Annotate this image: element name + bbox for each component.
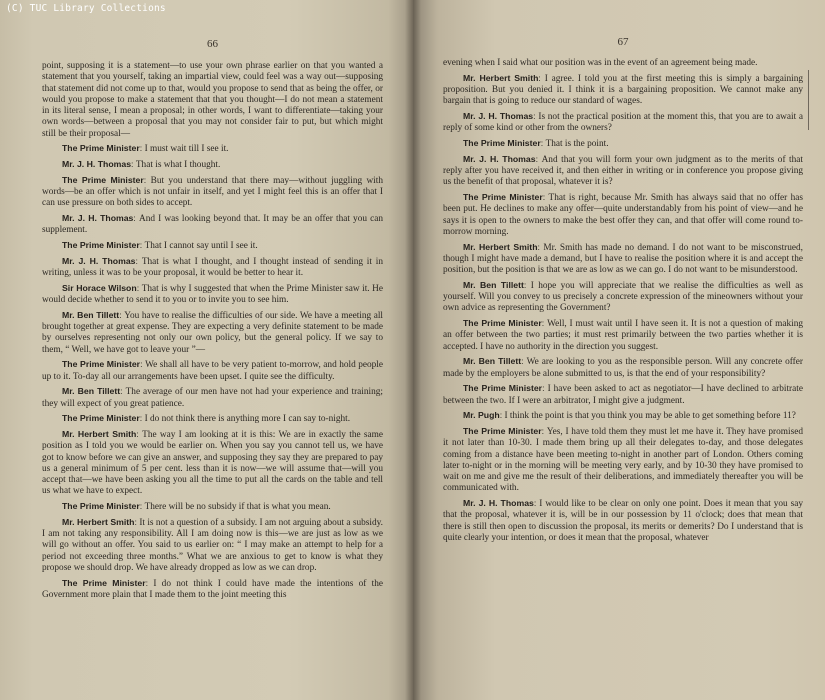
speech-text: And that you will form your own judgment as to the merits of that reply after you have received it, and then either in writing or in conference you propose giving us the benefit of that proposal, whatever it is? <box>443 154 803 188</box>
transcript-paragraph <box>443 111 803 135</box>
right-page <box>413 0 825 700</box>
speech-text: Is not the practical position at the moment this, that you are to await a reply of some kind or other from the owners? <box>443 111 804 134</box>
speaker-name: The Prime Minister : <box>463 192 549 202</box>
speech-text: But you understand that there may—without juggling with words—be an offer which is not unfair in itself, and yet I might feel this is an offer that I can use pressure on both sides to accept. <box>42 175 383 209</box>
transcript-paragraph <box>443 138 803 150</box>
speech-text: I think the point is that you think you may be able to get something before 11? <box>504 411 796 422</box>
transcript-paragraph <box>42 429 383 498</box>
speaker-name: Mr. J. H. Thomas : <box>62 159 136 169</box>
speaker-name: Mr. J. H. Thomas : <box>463 498 539 508</box>
speech-text: point, supposing it is a statement—to use your own phrase earlier on that you wanted a statement that you yourself, taking an impartial view, could feel was a way out—supposing that statement did not come up to that, would you propose to send that as being the offer, or would you propose to make a statement that that you thought—I do not mean a statement in its literal sense, I mean a proposal; in other words, I want to differentiate—taking your own words—between a proposal that you may not consider fair to put, but which might still be their proposal— <box>42 61 383 139</box>
speaker-name: The Prime Minister : <box>463 138 546 148</box>
speaker-name: The Prime Minister : <box>62 413 145 423</box>
speaker-name: The Prime Minister : <box>62 143 145 153</box>
speaker-name: Mr. Herbert Smith : <box>62 429 142 439</box>
speech-text: I do not think I could have made the intentions of the Government more plain that I made them to the joint meeting this <box>42 578 384 601</box>
transcript-paragraph <box>42 386 383 410</box>
transcript-paragraph <box>42 359 383 383</box>
speaker-name: Mr. J. H. Thomas : <box>62 213 139 223</box>
transcript-paragraph <box>42 159 383 171</box>
speech-text: The average of our men have not had your experience and training; they will expect of you great patience. <box>42 387 384 409</box>
speech-text: You have to realise the difficulties of our side. We have a meeting all brought together at great expense. They are expecting a very definite statement to be made by ourselves representing not only our own policy, but the general policy. If we say to them, “ Well, we have got to leave your ”— <box>42 310 383 355</box>
speech-text: There will be no subsidy if that is what you mean. <box>144 502 331 513</box>
speech-text: We shall all have to be very patient to-morrow, and hold people up to it. To-day all our arrangements have been upset. I quite see the difficulty. <box>42 360 384 382</box>
speaker-name: The Prime Minister : <box>463 318 547 328</box>
speaker-name: Mr. Herbert Smith : <box>463 242 543 252</box>
speaker-name: Mr. Herbert Smith : <box>62 517 139 527</box>
transcript-paragraph <box>443 356 803 380</box>
speech-text: I hope you will appreciate that we realise the difficulties as well as yourself. Will you convey to us precisely a concrete expression of the mineowners without your own advice as representing the Government? <box>443 280 803 314</box>
transcript-paragraph <box>443 383 803 407</box>
collection-watermark: (C) TUC Library Collections <box>6 3 166 14</box>
left-page-body <box>42 61 383 601</box>
speech-text: That is right, because Mr. Smith has always said that no offer has been put. He declines to make any offer—quite understandably from his point of view—and he says it is open to the owners to make the best offer they can, and that offer will come round to-morrow morning. <box>443 192 803 237</box>
transcript-paragraph <box>443 318 803 353</box>
speaker-name: Mr. J. H. Thomas : <box>463 154 542 164</box>
speech-text: We are looking to you as the responsible person. Will any concrete offer made by the employers be alone submitted to us, is that the end of your responsibility? <box>443 357 803 379</box>
transcript-paragraph <box>443 73 803 108</box>
speech-text: I agree. I told you at the first meeting this is simply a bargaining proposition. But you denied it. I think it is a bargaining proposition. We cannot make any bargain that is going to reduce our standard of wages. <box>443 73 803 107</box>
speaker-name: Mr. Ben Tillett : <box>62 310 124 320</box>
transcript-paragraph <box>42 413 383 425</box>
speaker-name: Mr. Ben Tillett : <box>463 356 527 366</box>
page-number-left: 66 <box>207 38 218 50</box>
speaker-name: The Prime Minister : <box>62 501 145 511</box>
transcript-paragraph <box>443 154 803 189</box>
speaker-name: The Prime Minister : <box>62 359 145 369</box>
transcript-paragraph <box>42 501 383 513</box>
transcript-paragraph <box>42 240 383 252</box>
transcript-paragraph <box>443 498 803 544</box>
transcript-paragraph <box>443 192 803 238</box>
speech-text: That I cannot say until I see it. <box>144 241 258 252</box>
speaker-name: Mr. Herbert Smith : <box>463 73 545 83</box>
transcript-paragraph <box>42 175 383 210</box>
transcript-paragraph <box>443 426 803 495</box>
speaker-name: The Prime Minister : <box>62 175 151 185</box>
speech-text: Mr. Smith has made no demand. I do not want to be misconstrued, though I might have made a demand, but I have to realise the position where it is and accept the position, but the position is that we are as low as we can go. I do not want to be misunderstood. <box>443 242 803 276</box>
speaker-name: The Prime Minister : <box>62 240 145 250</box>
speech-text: I would like to be clear on only one point. Does it mean that you say that the proposal, whatever it is, will be in our possession by 11 o'clock; does that mean that there is still then open to discussion the proposal, its merits or demerits? Do I understand that is quite clearly your intention, or does it mean that the proposal, whatever <box>443 499 803 544</box>
speech-text: That is what I thought. <box>135 160 221 171</box>
speech-text: evening when I said what our position was in the event of an agreement being made. <box>443 58 758 68</box>
speaker-name: Mr. J. H. Thomas : <box>62 256 142 266</box>
transcript-paragraph <box>42 310 383 356</box>
transcript-paragraph <box>42 143 383 155</box>
transcript-paragraph <box>42 256 383 280</box>
right-page-body <box>443 58 803 544</box>
speaker-name: The Prime Minister : <box>463 383 548 393</box>
transcript-paragraph <box>443 58 803 69</box>
speech-text: Well, I must wait until I have seen it. It is not a question of making an offer between the two parties; it must rest primarily between the two parties whether it is accepted. I have no authority in the direction you suggest. <box>443 319 804 352</box>
speech-text: I must wait till I see it. <box>144 144 229 155</box>
speech-text: That is the point. <box>545 138 609 149</box>
speaker-name: Mr. Pugh : <box>463 410 505 420</box>
transcript-paragraph <box>42 283 383 307</box>
transcript-paragraph <box>42 578 383 602</box>
speech-text: That is what I thought, and I thought instead of sending it in writing, unless it was to be your proposal, it would be better to hear it. <box>42 256 384 279</box>
speech-text: I do not think there is anything more I can say to-night. <box>144 414 351 425</box>
transcript-paragraph <box>443 242 803 277</box>
page-edge-mark <box>808 70 809 130</box>
speech-text: And I was looking beyond that. It may be an offer that you can supplement. <box>42 214 383 236</box>
speech-text: I have been asked to act as negotiator—I have declined to arbitrate between the two. If I were an arbitrator, I might give a judgment. <box>443 384 803 406</box>
speaker-name: Sir Horace Wilson : <box>62 283 142 293</box>
speaker-name: Mr. J. H. Thomas : <box>463 111 538 121</box>
speech-text: The way I am looking at it is this: We are in exactly the same position as I told you we would be earlier on. When you say you cannot tell us, we have got to know before we can give an answer, and supposing they say they are prepared to pay us a general minimum of 5 per cent. less than it is now—we will assume that—will you accept that—we have been asking you all the time to put all the cards on the table and tell us what we have to expect. <box>42 430 383 497</box>
transcript-paragraph <box>42 213 383 237</box>
speaker-name: Mr. Ben Tillett : <box>463 280 531 290</box>
speech-text: That is why I suggested that when the Prime Minister saw it. He would decide whether to send it to you or to invite you to see him. <box>42 283 383 306</box>
transcript-paragraph <box>42 61 383 140</box>
book-gutter <box>405 0 421 700</box>
transcript-paragraph <box>42 517 383 574</box>
speech-text: Yes, I have told them they must let me have it. They have promised it not later than 10-30. I made them bring up all their delegates to-day, and those delegates coming from a distance have been meeting to-night in another part of London. Others coming later to-night or in the morning will be meeting very early, and by 10-30 they have promised to wait on me and give me the result of their deliberations, and immediately thereafter you will be communicated with. <box>443 427 803 494</box>
transcript-paragraph <box>443 410 803 422</box>
transcript-paragraph <box>443 280 803 315</box>
speaker-name: The Prime Minister : <box>463 426 547 436</box>
speech-text: It is not a question of a subsidy. I am not arguing about a subsidy. I am not taking any responsibility. All I am doing now is this—we are just as low as we will go without an offer. You said to us earlier on: “ I may make an attempt to help for a period not exceeding three months.” What we are anxious to get to know is what they propose we should drop. We have already dropped as low as we can drop. <box>42 517 383 574</box>
speaker-name: The Prime Minister : <box>62 578 153 588</box>
speaker-name: Mr. Ben Tillett : <box>62 386 126 396</box>
page-number-right: 67 <box>617 36 629 48</box>
